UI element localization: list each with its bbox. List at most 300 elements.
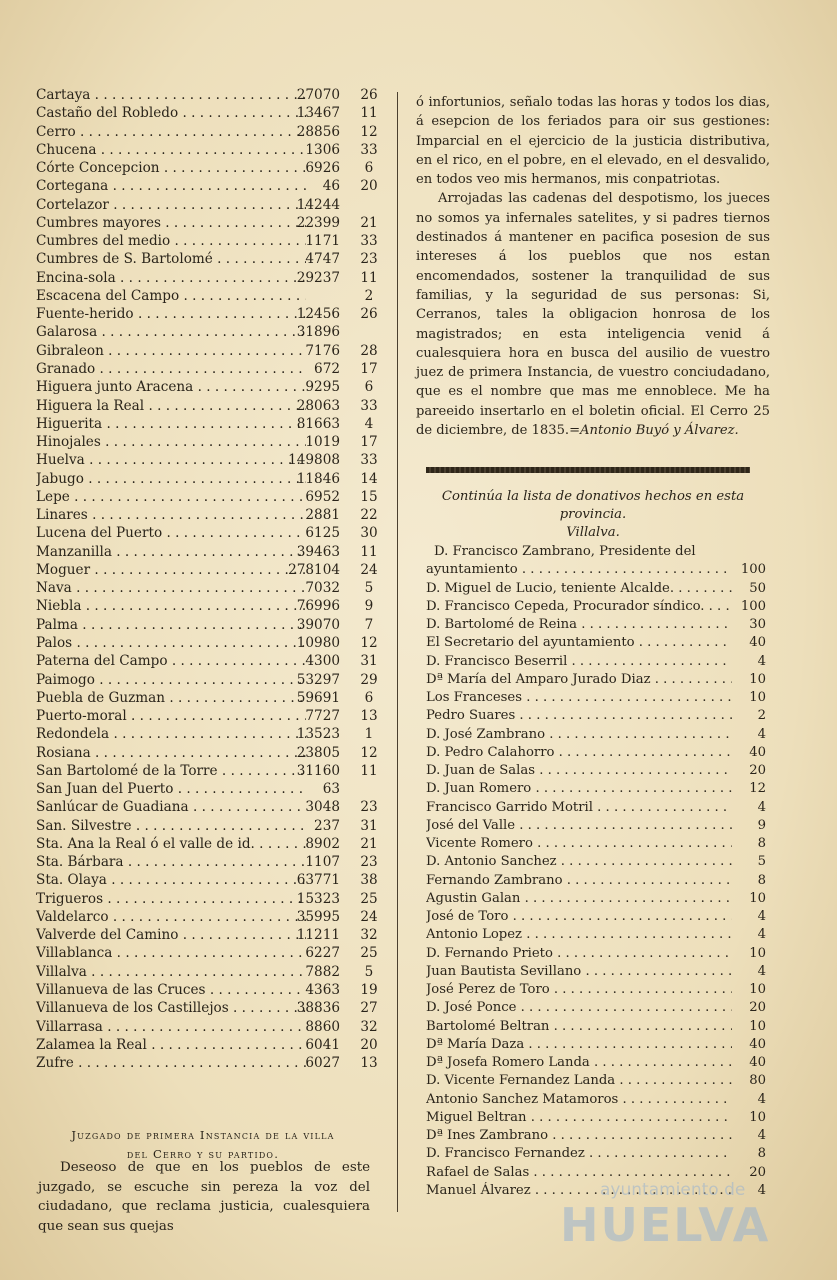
town-code: 14 — [360, 470, 378, 487]
donation-amount: 4 — [757, 927, 766, 943]
town-row — [36, 835, 386, 853]
donor-name: D. Bartolomé de Reina . . . — [426, 616, 732, 634]
donation-row — [426, 1091, 766, 1109]
town-number: 53297 — [296, 671, 340, 688]
donor-name: D. Francisco Cepeda, Procurador síndico. . . . — [426, 598, 732, 616]
donation-amount: 5 — [757, 854, 766, 870]
town-row — [36, 305, 386, 323]
town-number: 4747 — [305, 251, 340, 268]
donation-row — [426, 1054, 766, 1072]
town-name: Paterna del Campo . . . — [36, 652, 306, 670]
town-name: San Bartolomé de la Torre . . . — [36, 762, 306, 780]
town-row — [36, 798, 386, 816]
town-number: 8860 — [305, 1018, 340, 1035]
juzgado-heading-line1: Juzgado de primera Instancia de la villa — [71, 1128, 335, 1142]
town-name: Sanlúcar de Guadiana . . . — [36, 798, 306, 816]
donation-row — [426, 780, 766, 798]
town-row — [36, 177, 386, 195]
donation-row — [426, 580, 766, 598]
town-number: 1107 — [305, 854, 340, 871]
town-name: San Juan del Puerto . . . — [36, 780, 306, 798]
donation-amount: 2 — [757, 708, 766, 724]
town-name: Puebla de Guzman . . . — [36, 689, 306, 707]
town-name: Niebla . . . — [36, 597, 306, 615]
town-number: 76996 — [296, 598, 340, 615]
town-row — [36, 926, 386, 944]
donation-amount: 20 — [749, 1164, 766, 1180]
donation-row — [426, 817, 766, 835]
donation-row — [426, 653, 766, 671]
town-name: Redondela . . . — [36, 725, 306, 743]
town-code: 31 — [360, 817, 378, 834]
town-code: 1 — [364, 726, 374, 743]
town-code: 2 — [364, 287, 374, 304]
town-row — [36, 543, 386, 561]
town-name: Higuera la Real . . . — [36, 397, 306, 415]
town-number: 22399 — [296, 214, 340, 231]
donor-name: Dª Josefa Romero Landa . . . — [426, 1054, 732, 1072]
town-code: 25 — [360, 890, 378, 907]
town-code: 12 — [360, 123, 378, 140]
donation-row — [426, 799, 766, 817]
town-row — [36, 86, 386, 104]
town-row — [36, 323, 386, 341]
town-name: Valdelarco . . . — [36, 908, 306, 926]
town-row — [36, 104, 386, 122]
watermark-logo: HUELVA — [560, 1198, 771, 1252]
donor-name: Agustin Galan . . . — [426, 890, 732, 908]
town-number: 28856 — [296, 123, 340, 140]
town-number: 1306 — [305, 141, 340, 158]
donations-place: Villalva. — [566, 525, 620, 540]
town-number: 63 — [322, 781, 340, 798]
town-row — [36, 1036, 386, 1054]
donation-row — [426, 999, 766, 1017]
donation-row — [426, 598, 766, 616]
town-name: Cumbres del medio . . . — [36, 232, 306, 250]
town-code: 7 — [364, 616, 374, 633]
town-number: 31160 — [296, 762, 340, 779]
donation-list — [426, 580, 766, 1201]
donor-name: Francisco Garrido Motril . . . — [426, 799, 732, 817]
town-name: Villanueva de los Castillejos . . . — [36, 999, 306, 1017]
town-code: 6 — [364, 689, 374, 706]
town-name: Lepe . . . — [36, 488, 306, 506]
town-name: Villablanca . . . — [36, 944, 306, 962]
donation-row — [426, 671, 766, 689]
donor-name: Dª Ines Zambrano . . . — [426, 1127, 732, 1145]
donation-row — [426, 872, 766, 890]
donation-amount: 4 — [757, 909, 766, 924]
town-row — [36, 141, 386, 159]
town-row — [36, 232, 386, 250]
town-number: 46 — [322, 178, 340, 195]
town-number: 8902 — [305, 835, 340, 852]
donation-row — [426, 1182, 766, 1200]
town-number: 4300 — [305, 653, 340, 670]
town-number: 15323 — [296, 890, 340, 907]
town-name: Escacena del Campo . . . — [36, 287, 306, 305]
donor-name: Fernando Zambrano . . . — [426, 872, 732, 890]
juzgado-heading-line2: del Cerro y su partido. — [126, 1147, 280, 1161]
donor-name: José Perez de Toro . . . — [426, 981, 732, 999]
donation-amount: 4 — [757, 653, 766, 669]
town-row — [36, 378, 386, 396]
town-row — [36, 780, 386, 798]
town-row — [36, 707, 386, 725]
donations-title-line1: Continúa la lista de donativos hechos en esta — [441, 489, 745, 504]
town-number: 6952 — [305, 488, 340, 505]
town-row — [36, 524, 386, 542]
town-number: 10980 — [296, 634, 340, 651]
town-number: 7882 — [305, 963, 340, 980]
town-row — [36, 762, 386, 780]
town-name: Fuente-herido . . . — [36, 305, 306, 323]
donation-amount: 20 — [749, 763, 766, 778]
town-code: 20 — [360, 1036, 378, 1053]
town-code: 11 — [360, 269, 378, 286]
town-number: 9295 — [305, 379, 340, 396]
town-row — [36, 725, 386, 743]
town-name: Paimogo . . . — [36, 671, 306, 689]
town-number: 35995 — [296, 908, 340, 925]
town-code: 32 — [360, 1018, 378, 1035]
donor-name: José de Toro . . . — [426, 908, 732, 926]
town-code: 11 — [360, 543, 378, 560]
town-row — [36, 433, 386, 451]
donor-name: Manuel Álvarez . . . — [426, 1182, 732, 1200]
town-code: 23 — [360, 799, 378, 816]
donation-row — [426, 945, 766, 963]
town-row — [36, 287, 386, 305]
town-row — [36, 999, 386, 1017]
town-name: Villalva . . . — [36, 963, 306, 981]
town-table — [36, 86, 386, 1072]
town-row — [36, 579, 386, 597]
town-code: 5 — [364, 580, 374, 597]
donor-name: Miguel Beltran . . . — [426, 1109, 732, 1127]
donation-row — [426, 726, 766, 744]
town-name: Encina-sola . . . — [36, 269, 306, 287]
donor-name: D. Juan Romero . . . — [426, 780, 732, 798]
town-code: 11 — [360, 105, 378, 122]
donation-first-line2: ayuntamiento . . . — [426, 561, 732, 579]
town-name: Rosiana . . . — [36, 744, 306, 762]
donor-name: D. José Zambrano . . . — [426, 726, 732, 744]
town-number: 31896 — [296, 324, 340, 341]
town-name: Puerto-moral . . . — [36, 707, 306, 725]
town-row — [36, 561, 386, 579]
donor-name: Juan Bautista Sevillano . . . — [426, 963, 732, 981]
town-name: Zalamea la Real . . . — [36, 1036, 306, 1054]
donation-row — [426, 853, 766, 871]
donation-row — [426, 1109, 766, 1127]
donation-amount: 8 — [757, 872, 766, 888]
donor-name: D. Miguel de Lucio, teniente Alcalde. . . . — [426, 580, 732, 598]
town-name: Higuera junto Aracena . . . — [36, 378, 306, 396]
donation-amount: 10 — [749, 690, 766, 705]
town-row — [36, 123, 386, 141]
town-row — [36, 871, 386, 889]
donations-title-line2: provincia. — [559, 507, 627, 522]
column-divider — [397, 92, 398, 1212]
donor-name: Bartolomé Beltran . . . — [426, 1018, 732, 1036]
town-row — [36, 342, 386, 360]
town-name: Cartaya . . . — [36, 86, 306, 104]
donation-amount: 10 — [749, 890, 766, 906]
donation-row — [426, 926, 766, 944]
town-code: 33 — [360, 452, 378, 469]
town-row — [36, 451, 386, 469]
town-number: 7727 — [305, 708, 340, 725]
town-code: 13 — [360, 1055, 378, 1072]
town-number: 29237 — [296, 269, 340, 286]
donations-title — [416, 488, 770, 542]
town-row — [36, 671, 386, 689]
donor-name: Rafael de Salas . . . — [426, 1164, 732, 1182]
donation-row — [426, 1127, 766, 1145]
town-row — [36, 488, 386, 506]
juzgado-body: Deseoso de que en los pueblos de este juzgado, se escuche sin pereza la voz del ciudadano, que reclama justicia, cualesquiera que sean sus quejas — [38, 1160, 370, 1234]
town-name: Castaño del Robledo . . . — [36, 104, 306, 122]
donation-row — [426, 707, 766, 725]
donation-amount: 40 — [749, 635, 766, 651]
town-code: 12 — [360, 744, 378, 761]
donation-row — [426, 981, 766, 999]
donation-amount: 8 — [757, 1146, 766, 1162]
town-code: 32 — [360, 927, 378, 944]
town-name: San. Silvestre . . . — [36, 817, 306, 835]
town-code: 11 — [360, 762, 378, 779]
town-name: Sta. Bárbara . . . — [36, 853, 306, 871]
town-row — [36, 908, 386, 926]
town-code: 33 — [360, 233, 378, 250]
donation-amount: 10 — [749, 982, 766, 997]
town-name: Sta. Ana la Real ó el valle de id. . . . — [36, 835, 306, 853]
town-number: 6041 — [305, 1036, 340, 1053]
town-row — [36, 214, 386, 232]
town-row — [36, 616, 386, 634]
town-number: 4363 — [305, 982, 340, 999]
right-column-text — [416, 93, 770, 440]
donation-amount: 50 — [749, 580, 766, 596]
donation-amount: 10 — [749, 1018, 766, 1034]
donor-name: D. Francisco Beserril . . . — [426, 653, 732, 671]
town-number: 23805 — [296, 744, 340, 761]
donation-first-entry — [426, 543, 766, 580]
town-name: Villarrasa . . . — [36, 1018, 306, 1036]
town-code: 20 — [360, 178, 378, 195]
town-number: 13467 — [296, 105, 340, 122]
town-code: 26 — [360, 87, 378, 103]
donation-amount: 4 — [757, 799, 766, 815]
town-row — [36, 817, 386, 835]
town-number: 81663 — [296, 415, 340, 432]
town-name: Zufre . . . — [36, 1054, 306, 1072]
donor-name: D. Vicente Fernandez Landa . . . — [426, 1072, 732, 1090]
donor-name: Dª María Daza . . . — [426, 1036, 732, 1054]
town-number: 6227 — [305, 945, 340, 962]
town-number: 39463 — [296, 543, 340, 560]
town-number: 59691 — [296, 689, 340, 706]
donation-row — [426, 744, 766, 762]
town-number: 672 — [314, 360, 340, 377]
town-name: Cumbres mayores . . . — [36, 214, 306, 232]
town-name: Galarosa . . . — [36, 323, 306, 341]
donation-row — [426, 1145, 766, 1163]
donation-row — [426, 835, 766, 853]
town-name: Jabugo . . . — [36, 470, 306, 488]
donation-amount: 40 — [749, 1036, 766, 1052]
town-name: Linares . . . — [36, 506, 306, 524]
donation-row — [426, 963, 766, 981]
town-name: Palma . . . — [36, 616, 306, 634]
town-code: 13 — [360, 708, 378, 725]
announcement-signature: =Antonio Buyó y Álvarez. — [569, 423, 739, 439]
donor-name: Dª María del Amparo Jurado Diaz . . . — [426, 671, 732, 689]
donor-name: D. José Ponce . . . — [426, 999, 732, 1017]
donation-row — [426, 634, 766, 652]
town-name: Moguer . . . — [36, 561, 306, 579]
town-number: 3048 — [305, 799, 340, 816]
town-row — [36, 269, 386, 287]
town-code: 21 — [360, 835, 378, 852]
town-code: 24 — [360, 561, 378, 578]
town-row — [36, 506, 386, 524]
donation-amount: 4 — [757, 1182, 766, 1198]
town-code: 6 — [364, 160, 374, 177]
town-row — [36, 159, 386, 177]
donation-amount: 10 — [749, 671, 766, 687]
donor-name: José del Valle . . . — [426, 817, 732, 835]
town-name: Valverde del Camino . . . — [36, 926, 306, 944]
announcement-para2: Arrojadas las cadenas del despotismo, los jueces no somos ya infernales satelites, y si padres tiernos destinados á mantener en pacifica posesion de sus intereses á los pueblos que nos estan encomendados, sostener la tranquilidad de sus familias, y la seguridad de sus personas: Si, Cerranos, tales la obligacion honrosa de los magistrados; en esta inteligencia venid á cualesquiera hora en busca del ausilio de vuestro juez de primera Instancia, de vuestro conciudadano, que es el nombre que mas me ennoblece. Me ha pareeido insertarlo en el boletin oficial. El Cerro 25 de diciembre, de 1835.=Antonio Buyó y Álvarez. — [416, 191, 770, 439]
town-code: 17 — [360, 434, 378, 451]
town-code: 31 — [360, 653, 378, 670]
town-code: 21 — [360, 214, 378, 231]
town-code: 4 — [364, 415, 374, 432]
donation-amount: 10 — [749, 1109, 766, 1125]
donation-row — [426, 1164, 766, 1182]
town-row — [36, 652, 386, 670]
town-code: 5 — [364, 963, 374, 980]
donor-name: El Secretario del ayuntamiento . . . — [426, 634, 732, 652]
town-code: 6 — [364, 379, 374, 396]
town-row — [36, 1054, 386, 1072]
donation-amount: 10 — [749, 945, 766, 961]
donation-first-amount: 100 — [740, 562, 766, 578]
town-name: Palos . . . — [36, 634, 306, 652]
town-number: 11211 — [296, 927, 340, 944]
town-number: 11846 — [296, 470, 340, 487]
town-number: 1171 — [305, 233, 340, 250]
town-number: 278104 — [288, 561, 340, 578]
donation-amount: 4 — [757, 1128, 766, 1143]
donation-row — [426, 762, 766, 780]
donor-name: D. Antonio Sanchez . . . — [426, 853, 732, 871]
town-row — [36, 397, 386, 415]
town-number: 149808 — [288, 452, 340, 469]
town-number: 1019 — [305, 434, 340, 451]
town-name: Villanueva de las Cruces . . . — [36, 981, 306, 999]
town-code: 33 — [360, 141, 378, 158]
town-row — [36, 470, 386, 488]
town-row — [36, 890, 386, 908]
town-number: 7032 — [305, 580, 340, 597]
town-name: Lucena del Puerto . . . — [36, 524, 306, 542]
town-number: 38836 — [296, 1000, 340, 1017]
town-name: Cumbres de S. Bartolomé . . . — [36, 250, 306, 268]
town-code: 12 — [360, 634, 378, 651]
town-code: 26 — [360, 306, 378, 323]
town-name: Nava . . . — [36, 579, 306, 597]
donation-amount: 4 — [757, 726, 766, 742]
announcement-year: 1835. — [531, 423, 570, 439]
donation-amount: 9 — [757, 817, 766, 833]
town-row — [36, 963, 386, 981]
town-number: 237 — [314, 817, 340, 834]
town-code: 9 — [364, 598, 374, 615]
donor-name: Vicente Romero . . . — [426, 835, 732, 853]
donation-amount: 8 — [757, 836, 766, 851]
town-number: 13523 — [296, 726, 340, 743]
town-code: 22 — [360, 507, 378, 524]
donation-amount: 20 — [749, 1000, 766, 1016]
donor-name: D. Fernando Prieto . . . — [426, 945, 732, 963]
donation-amount: 12 — [749, 781, 766, 797]
town-name: Cortegana . . . — [36, 177, 306, 195]
donor-name: Antonio Sanchez Matamoros . . . — [426, 1091, 732, 1109]
town-name: Gibraleon . . . — [36, 342, 306, 360]
donation-row — [426, 908, 766, 926]
town-code: 23 — [360, 854, 378, 871]
donor-name: Pedro Suares . . . — [426, 707, 732, 725]
town-code: 30 — [360, 525, 378, 542]
town-code: 17 — [360, 360, 378, 377]
town-code: 38 — [360, 872, 378, 889]
section-rule — [426, 467, 750, 473]
announcement-text — [416, 93, 770, 440]
donation-row — [426, 689, 766, 707]
donation-amount: 30 — [749, 617, 766, 632]
town-code: 27 — [360, 1000, 378, 1017]
town-row — [36, 196, 386, 214]
town-row — [36, 853, 386, 871]
town-number: 63771 — [296, 872, 340, 889]
donation-row — [426, 1036, 766, 1054]
donation-amount: 4 — [757, 1091, 766, 1107]
town-row — [36, 981, 386, 999]
town-number: 6125 — [305, 525, 340, 542]
town-row — [36, 415, 386, 433]
donation-amount: 40 — [749, 1055, 766, 1070]
donation-row — [426, 1072, 766, 1090]
town-code: 28 — [360, 342, 378, 359]
town-number: 28063 — [296, 397, 340, 414]
town-name: Hinojales . . . — [36, 433, 306, 451]
town-code: 25 — [360, 945, 378, 962]
donation-row — [426, 1018, 766, 1036]
town-number: 39070 — [296, 616, 340, 633]
town-number: 2881 — [305, 507, 340, 524]
watermark-top: ayuntamiento de — [600, 1180, 746, 1200]
town-number: 6926 — [305, 160, 340, 177]
town-code: 19 — [360, 982, 378, 999]
town-name: Chucena . . . — [36, 141, 306, 159]
town-name: Cortelazor . . . — [36, 196, 306, 214]
town-number: 27070 — [296, 87, 340, 103]
town-row — [36, 360, 386, 378]
